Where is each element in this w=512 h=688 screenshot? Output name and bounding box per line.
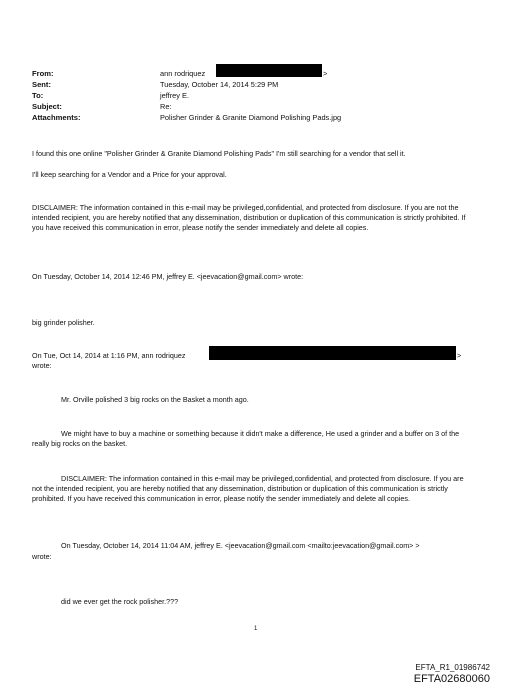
- quote1-header: On Tuesday, October 14, 2014 12:46 PM, jeffrey E. <jeevacation@gmail.com> wrote:: [32, 272, 304, 281]
- sent-value: Tuesday, October 14, 2014 5:29 PM: [160, 80, 279, 89]
- to-label: To:: [32, 91, 44, 100]
- footer-id-1: EFTA_R1_01986742: [415, 663, 490, 672]
- quote2-wrote: wrote:: [32, 361, 52, 370]
- from-label: From:: [32, 69, 54, 78]
- from-value-end: >: [323, 69, 328, 78]
- page-number: 1: [254, 626, 258, 632]
- subject-value: Re:: [160, 102, 172, 111]
- quote2-paragraph-2: We might have to buy a machine or something because it didn't make a difference, He used a grinder and a buffer on 3 of the really big rocks on the basket.: [32, 429, 460, 448]
- body-paragraph-2: I'll keep searching for a Vendor and a Price for your approval.: [32, 170, 227, 179]
- attachments-label: Attachments:: [32, 113, 81, 122]
- attachments-value: Polisher Grinder & Granite Diamond Polishing Pads.jpg: [160, 113, 342, 122]
- quote3-wrote: wrote:: [32, 552, 52, 561]
- to-value: jeffrey E.: [160, 91, 190, 100]
- quote2-header-end: >: [457, 351, 462, 360]
- quote1-text: big grinder polisher.: [32, 318, 95, 327]
- subject-label: Subject:: [32, 102, 62, 111]
- redaction-bar: [216, 64, 322, 77]
- footer-id-2: EFTA02680060: [413, 673, 490, 685]
- body-paragraph-1: I found this one online "Polisher Grinder & Granite Diamond Polishing Pads" I'm still searching for a vendor that sell it.: [32, 149, 406, 158]
- disclaimer-2: DISCLAIMER: The information contained in this e-mail may be privileged,confidential, and protected from disclosure. If you are not the intended recipient, you are hereby notified that any dissemination, distribution or duplication of this communication is strictly prohibited. If you have received this communication in error, please notify the sender immediately and delete all copies.: [32, 474, 464, 503]
- from-value: ann rodriquez: [160, 69, 206, 78]
- quote2-header-start: On Tue, Oct 14, 2014 at 1:16 PM, ann rodriquez: [32, 351, 186, 360]
- disclaimer-1: DISCLAIMER: The information contained in this e-mail may be privileged,confidential, and protected from disclosure. If you are not the intended recipient, you are hereby notified that any dissemination, distribution or duplication of this communication is strictly prohibited. If you have received this communication in error, please notify the sender immediately and delete all copies.: [32, 203, 466, 232]
- sent-label: Sent:: [32, 80, 51, 89]
- redaction-bar: [209, 346, 456, 360]
- quote3-header: On Tuesday, October 14, 2014 11:04 AM, jeffrey E. <jeevacation@gmail.com <mailto:jeevacation@gmail.com> >: [61, 541, 420, 550]
- quote3-text: did we ever get the rock polisher.???: [61, 597, 179, 606]
- quote2-paragraph-1: Mr. Orville polished 3 big rocks on the Basket a month ago.: [61, 395, 249, 404]
